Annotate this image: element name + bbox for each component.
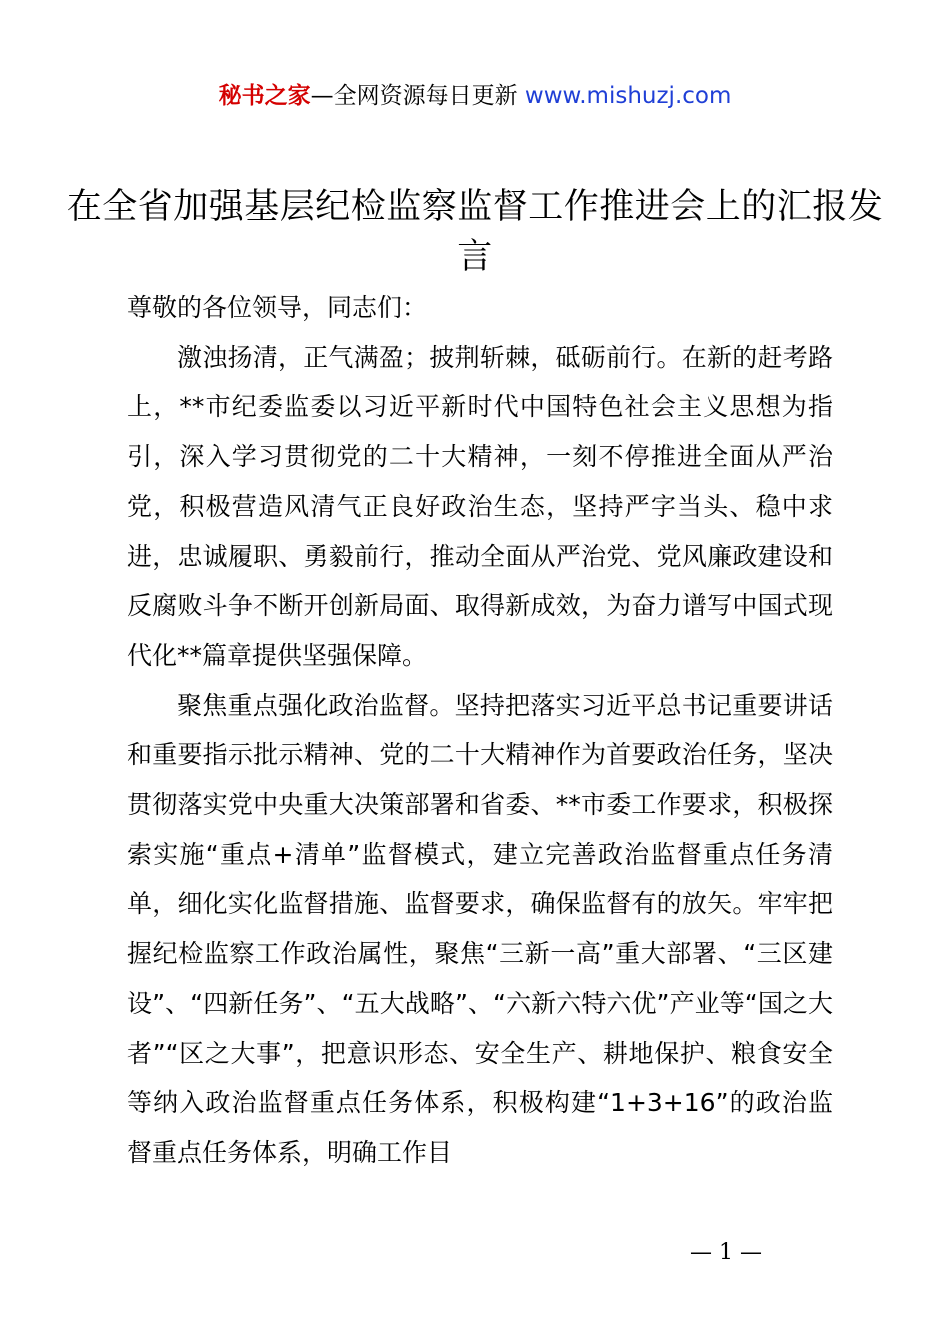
paragraph-2: 聚焦重点强化政治监督。坚持把落实习近平总书记重要讲话和重要指示批示精神、党的二十大精神作为首要政治任务，坚决贯彻落实党中央重大决策部署和省委、**市委工作要求，积极探索实施“重点+清单”监督模式，建立完善政治监督重点任务清单，细化实化监督措施、监督要求，确保监督有的放矢。牢牢把握纪检监察工作政治属性，聚焦“三新一高”重大部署、“三区建设”、“四新任务”、“五大战略”、“六新六特六优”产业等“国之大者”“区之大事”，把意识形态、安全生产、耕地保护、粮食安全等纳入政治监督重点任务体系，积极构建“1+3+16”的政治监督重点任务体系，明确工作目	[127, 690, 833, 1167]
banner-slogan: 全网资源每日更新	[333, 83, 518, 109]
salutation: 尊敬的各位领导，同志们：	[127, 293, 428, 322]
document-title: 在全省加强基层纪检监察监督工作推进会上的汇报发言	[66, 187, 884, 277]
site-brand: 秘书之家	[218, 83, 311, 109]
site-banner	[0, 80, 950, 112]
paragraph-1: 激浊扬清，正气满盈；披荆斩棘，砥砺前行。在新的赶考路上，**市纪委监委以习近平新时代中国特色社会主义思想为指引，深入学习贯彻党的二十大精神，一刻不停推进全面从严治党，积极营造风清气正良好政治生态，坚持严字当头、稳中求进，忠诚履职、勇毅前行，推动全面从严治党、党风廉政建设和反腐败斗争不断开创新局面、取得新成效，为奋力谱写中国式现代化**篇章提供坚强保障。	[127, 342, 833, 670]
page-number: — 1 —	[690, 1240, 762, 1265]
banner-dash: —	[310, 83, 334, 109]
site-url-link[interactable]: www.mishuzj.com	[524, 83, 732, 109]
document-body	[127, 283, 833, 1178]
